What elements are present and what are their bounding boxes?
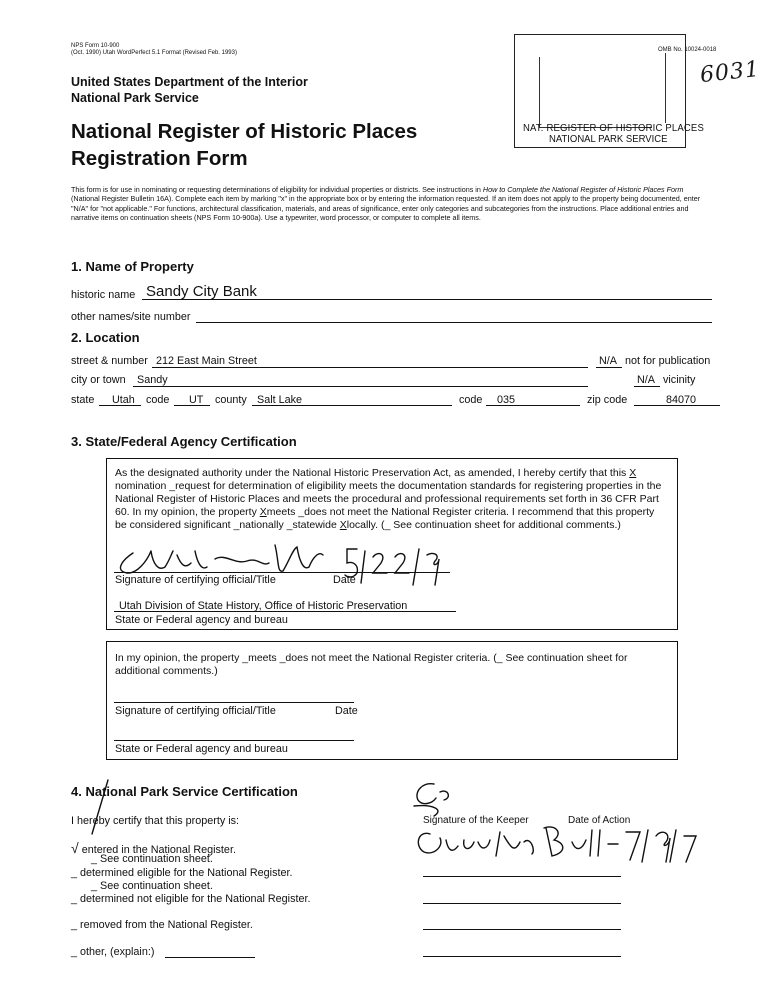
stamp-line-2: NATIONAL PARK SERVICE (549, 134, 668, 145)
keeper-signature (404, 776, 704, 872)
county-label: county (215, 394, 247, 406)
cert-mark-nomination[interactable]: X (629, 467, 637, 479)
cert-text-1: As the designated authority under the National Historic Preservation Act, as amended, I hereby certify that this (115, 467, 630, 479)
option-not-eligible[interactable] (71, 893, 310, 905)
section-4-heading: 4. National Park Service Certification (71, 784, 298, 799)
instructions-paragraph (71, 185, 711, 222)
keeper-signature-label: Signature of the Keeper (423, 815, 529, 826)
state-line (99, 405, 141, 406)
street-line (152, 367, 588, 368)
handwritten-slash-mark (88, 778, 118, 836)
instructions-reference: How to Complete the National Register of Historic Places Form (482, 185, 684, 194)
other-names-line (196, 322, 712, 323)
county-line (252, 405, 452, 406)
commenting-date-label: Date (335, 705, 358, 717)
instructions-part-1: This form is for use in nominating or requesting determinations of eligibility for individual properties or districts. See instructions in (71, 185, 483, 194)
service-name: National Park Service (71, 91, 199, 105)
keeper-line-4 (423, 956, 621, 957)
cert-text-3: meets _does not meet the National Register criteria. I recommend that this property be considered significant _nationally _statewide (115, 506, 655, 531)
county-code-value[interactable]: 035 (497, 394, 516, 406)
state-code-line (174, 405, 210, 406)
other-explain-line (165, 957, 255, 958)
city-value[interactable]: Sandy (137, 374, 168, 386)
keeper-line-1 (423, 876, 621, 877)
state-code-label: code (146, 394, 170, 406)
opinion-text: In my opinion, the property _meets _does not meet the National Register criteria. (_ See continuation sheet for additional comments.) (115, 652, 628, 677)
option-not-eligible-mark: _ (71, 893, 78, 905)
certifying-signature-label: Signature of certifying official/Title (115, 574, 276, 586)
state-code-value[interactable]: UT (189, 394, 204, 406)
city-label: city or town (71, 374, 126, 386)
agency-line (114, 611, 456, 612)
section-3-heading: 3. State/Federal Agency Certification (71, 434, 297, 449)
historic-name-label: historic name (71, 289, 136, 301)
vicinity-value[interactable]: N/A (637, 374, 655, 386)
certifying-signature-line (114, 572, 450, 573)
option-removed[interactable] (71, 919, 253, 931)
option-eligible-continuation[interactable]: _ See continuation sheet. (91, 880, 213, 892)
option-not-eligible-label: determined not eligible for the National Register. (80, 893, 311, 905)
state-label: state (71, 394, 95, 406)
handwritten-number: 6031 (698, 56, 762, 89)
option-other-mark: _ (71, 946, 78, 958)
option-eligible-label: determined eligible for the National Register. (80, 867, 293, 879)
section-1-heading: 1. Name of Property (71, 259, 194, 274)
option-removed-mark: _ (71, 919, 78, 931)
form-number: NPS Form 10-900 (71, 43, 120, 49)
date-of-action-label: Date of Action (568, 815, 631, 826)
stamp-line-1: NAT. REGISTER OF HISTORIC PLACES (523, 123, 704, 134)
section-2-heading: 2. Location (71, 330, 140, 345)
cert-text-4: locally. (_ See continuation sheet for additional comments.) (346, 519, 621, 531)
agency-value[interactable]: Utah Division of State History, Office of Historic Preservation (119, 600, 408, 612)
commenting-signature-line (114, 702, 354, 703)
option-other[interactable] (71, 946, 154, 958)
option-entered-label: entered in the National Register. (81, 844, 236, 856)
instructions-part-2: (National Register Bulletin 16A). Complete each item by marking "x" in the appropriate box or by entering the information requested. If an item does not apply to the property being documented, enter "N/A" for "not applicable." For functions, architectural classification, materials, and areas of significance, enter only categories and subcategories from the instructions. Place additional entries and narrative items on continuation sheets (NPS Form 10-900a). Use a typewriter, word processor, or computer to complete all items. (71, 194, 701, 222)
option-entered-continuation[interactable]: _ See continuation sheet. (91, 853, 213, 865)
cert-text-2: nomination _request for determination of eligibility meets the documentation standards for registering properties in the National Register of Historic Places and meets the procedural and professional requirements set forth in 36 CFR Part 60. In my opinion, the property (115, 480, 662, 518)
form-title: National Register of Historic Places (71, 120, 418, 143)
option-eligible-mark: _ (71, 867, 78, 879)
omb-number: OMB No. 10024-0018 (658, 47, 717, 53)
zip-label: zip code (587, 394, 628, 406)
keeper-line-3 (423, 929, 621, 930)
agency-label: State or Federal agency and bureau (115, 614, 288, 626)
keeper-line-2 (423, 903, 621, 904)
cert-mark-locally[interactable]: X (339, 519, 347, 531)
street-value[interactable]: 212 East Main Street (156, 355, 257, 367)
state-value[interactable]: Utah (112, 394, 135, 406)
form-subtitle: Registration Form (71, 147, 248, 170)
certifying-date-label: Date (333, 574, 356, 586)
cert-mark-meets[interactable]: X (259, 506, 267, 518)
option-other-label: other, (explain:) (80, 946, 155, 958)
not-for-publication-value[interactable]: N/A (599, 355, 617, 367)
state-certification-box (106, 458, 678, 630)
commenting-official-box (106, 641, 678, 760)
option-removed-label: removed from the National Register. (80, 919, 253, 931)
stamp-side-line (665, 53, 666, 123)
county-value[interactable]: Salt Lake (257, 394, 303, 406)
commenting-agency-line (114, 740, 354, 741)
city-line (133, 386, 588, 387)
certifying-date-handwriting (343, 543, 453, 589)
historic-name-value[interactable]: Sandy City Bank (146, 283, 257, 300)
form-revision: (Oct. 1990) Utah WordPerfect 5.1 Format (Revised Feb. 1993) (71, 50, 237, 56)
county-code-label: code (459, 394, 483, 406)
commenting-signature-label: Signature of certifying official/Title (115, 705, 276, 717)
county-code-line (486, 405, 580, 406)
vicinity-label: vicinity (663, 374, 696, 386)
not-for-publication-label: not for publication (625, 355, 711, 367)
commenting-agency-label: State or Federal agency and bureau (115, 743, 288, 755)
option-entered-check-mark: √ (71, 840, 79, 856)
certification-text (115, 467, 667, 532)
vicinity-line (634, 386, 660, 387)
not-for-publication-line (596, 367, 622, 368)
department-name: United States Department of the Interior (71, 75, 308, 89)
zip-value[interactable]: 84070 (666, 394, 697, 406)
zip-line (634, 405, 720, 406)
other-names-label: other names/site number (71, 311, 191, 323)
historic-name-line (142, 299, 712, 300)
nps-cert-intro: I hereby certify that this property is: (71, 815, 240, 827)
street-label: street & number (71, 355, 148, 367)
stamp-inner-frame (539, 57, 652, 128)
option-eligible[interactable] (71, 867, 292, 879)
